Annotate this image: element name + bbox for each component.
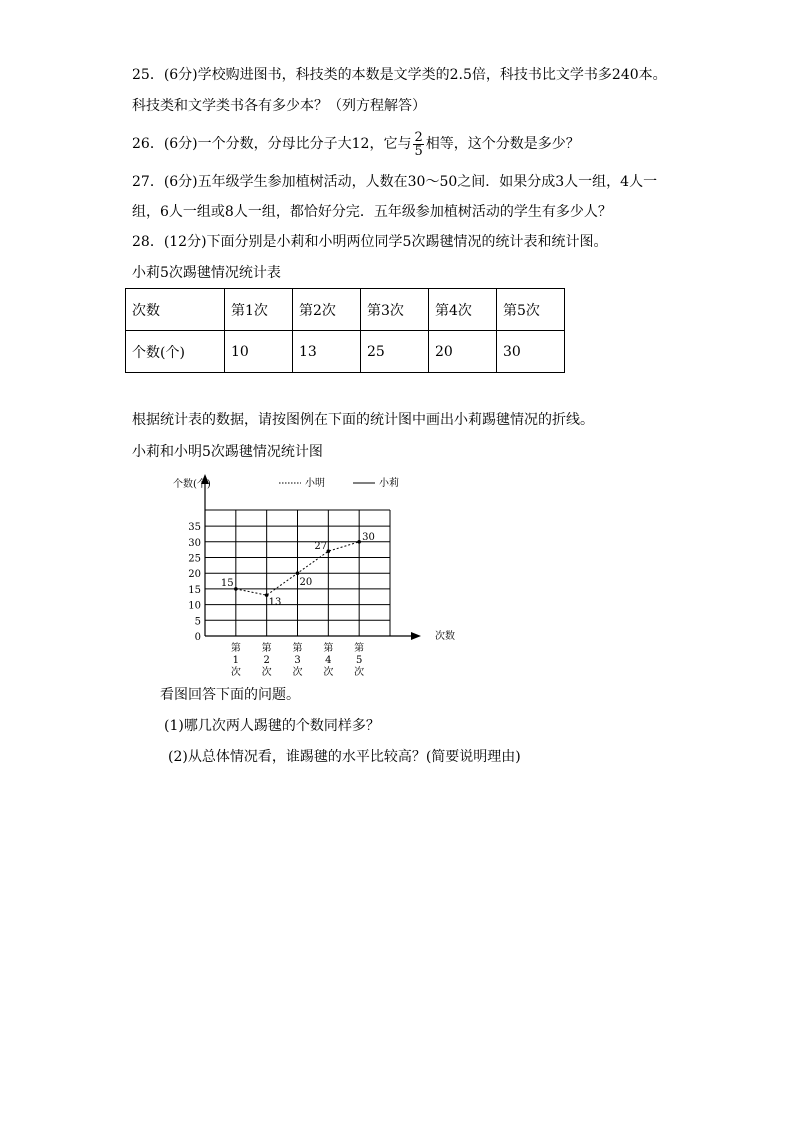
table-cell: 20 <box>429 331 497 373</box>
data-label: 20 <box>299 577 313 589</box>
data-label: 30 <box>362 531 375 543</box>
legend-label: 小明 <box>305 478 325 489</box>
table-cell: 30 <box>497 331 565 373</box>
q25-line2: 科技类和文学类书各有多少本？（列方程解答） <box>132 98 426 114</box>
x-tick-label: 次 <box>230 667 241 677</box>
table-cell: 第3次 <box>361 289 429 331</box>
look-text: 看图回答下面的问题。 <box>160 687 300 703</box>
q27-line1: 27．(6分)五年级学生参加植树活动，人数在30～50之间．如果分成3人一组，4人一 <box>132 174 658 190</box>
x-tick-label: 第 <box>354 643 365 654</box>
q28-line1: 28．(12分)下面分别是小莉和小明两位同学5次踢毽情况的统计表和统计图。 <box>132 234 608 250</box>
q25-line1: 25．(6分)学校购进图书，科技类的本数是文学类的2.5倍，科技书比文学书多240本。 <box>132 67 667 83</box>
data-point <box>234 587 238 591</box>
stats-table <box>125 288 565 373</box>
table-cell: 10 <box>225 331 293 373</box>
x-tick-label: 2 <box>263 655 270 666</box>
data-point <box>296 571 300 575</box>
y-tick-label: 30 <box>188 537 201 549</box>
fraction-denominator: 5 <box>414 143 423 159</box>
chart-title: 小莉和小明5次踢毽情况统计图 <box>132 444 323 460</box>
y-tick-label: 0 <box>194 632 201 643</box>
table-row <box>126 289 565 331</box>
instruction-text: 根据统计表的数据，请按图例在下面的统计图中画出小莉踢毽情况的折线。 <box>132 412 594 428</box>
data-label: 27 <box>314 541 328 553</box>
fraction <box>413 131 423 158</box>
data-point <box>357 540 361 544</box>
table-cell: 25 <box>361 331 429 373</box>
y-tick-label: 35 <box>188 522 201 534</box>
table-cell: 第4次 <box>429 289 497 331</box>
x-tick-label: 第 <box>230 643 241 654</box>
q26-before: 26．(6分)一个分数，分母比分子大12，它与 <box>132 136 412 152</box>
x-tick-label: 第 <box>261 643 272 654</box>
table-cell: 个数(个) <box>126 331 225 373</box>
subquestion-2: (2)从总体情况看，谁踢毽的水平比较高？(简要说明理由) <box>168 749 521 765</box>
x-tick-label: 第 <box>323 643 334 654</box>
q26-line <box>132 125 580 163</box>
table-cell: 第1次 <box>225 289 293 331</box>
y-tick-label: 5 <box>194 616 201 628</box>
y-tick-label: 25 <box>188 553 201 565</box>
data-label: 13 <box>268 597 282 609</box>
x-tick-label: 第 <box>292 643 303 654</box>
table-title: 小莉5次踢毽情况统计表 <box>132 265 281 281</box>
q26-after: 相等，这个分数是多少？ <box>425 136 580 152</box>
x-tick-label: 次 <box>261 667 272 677</box>
y-axis-label: 个数(个) <box>173 479 211 490</box>
table-cell: 第5次 <box>497 289 565 331</box>
table-cell: 13 <box>293 331 361 373</box>
x-tick-label: 4 <box>325 655 332 666</box>
y-tick-label: 20 <box>188 569 201 581</box>
subquestion-1: (1)哪几次两人踢毽的个数同样多？ <box>164 718 380 734</box>
line-chart <box>173 472 463 677</box>
x-tick-label: 1 <box>232 655 240 666</box>
x-tick-label: 次 <box>292 667 303 677</box>
table-cell: 第2次 <box>293 289 361 331</box>
table-row <box>126 331 565 373</box>
table-cell: 次数 <box>126 289 225 331</box>
x-tick-label: 3 <box>294 655 301 666</box>
data-label: 15 <box>220 577 234 589</box>
fraction-numerator: 2 <box>414 129 423 145</box>
y-tick-label: 15 <box>188 584 201 596</box>
legend-label: 小莉 <box>379 478 399 489</box>
q27-line2: 组，6人一组或8人一组，都恰好分完．五年级参加植树活动的学生有多少人？ <box>132 204 612 220</box>
x-tick-label: 次 <box>354 667 365 677</box>
y-tick-label: 10 <box>188 600 201 612</box>
x-tick-label: 次 <box>323 667 334 677</box>
x-axis-arrow <box>411 632 421 640</box>
x-axis-label: 次数 <box>435 631 455 642</box>
x-tick-label: 5 <box>355 655 363 666</box>
